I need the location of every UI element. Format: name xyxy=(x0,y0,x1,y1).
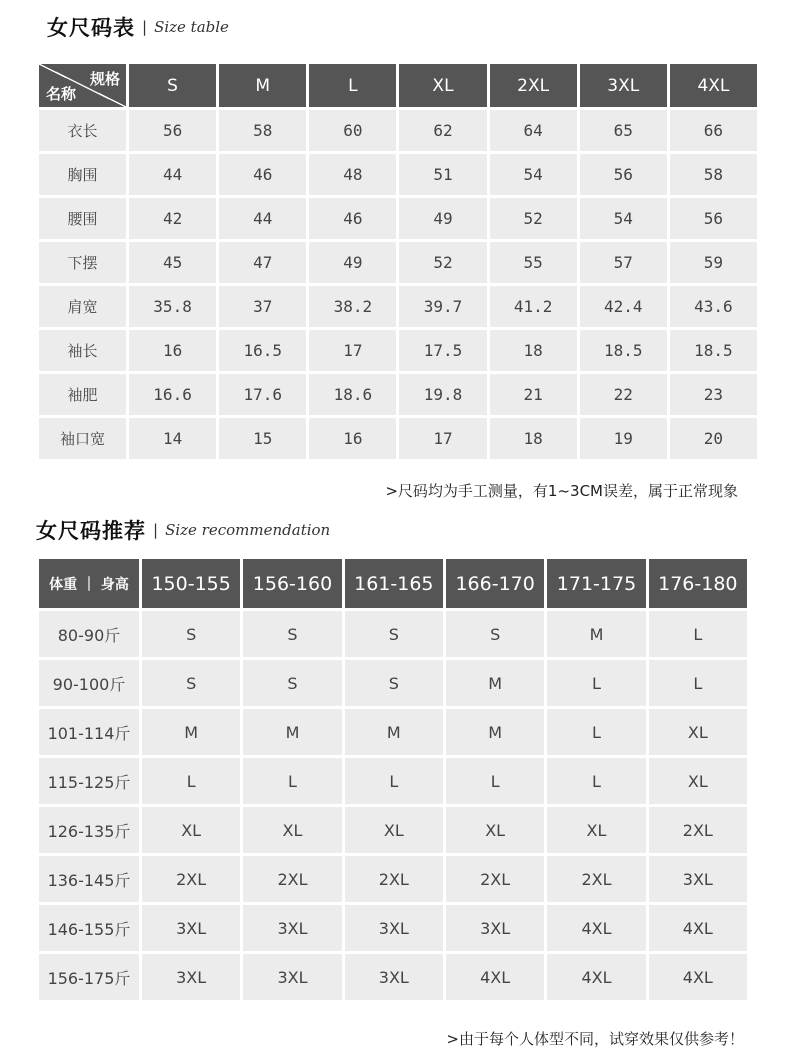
table-cell: S xyxy=(345,611,443,657)
height-header: 156-160 xyxy=(243,559,341,608)
size-table-row xyxy=(39,198,757,239)
table-cell: 18 xyxy=(490,418,577,459)
recommendation-header-row xyxy=(39,559,747,608)
table-cell: 17.5 xyxy=(399,330,486,371)
size-header-s: S xyxy=(129,64,216,107)
table-cell: 2XL xyxy=(547,856,645,902)
table-cell: 46 xyxy=(309,198,396,239)
table-cell: L xyxy=(547,660,645,706)
table-cell: 56 xyxy=(580,154,667,195)
fit-disclaimer-note: >由于每个人体型不同，试穿效果仅供参考！ xyxy=(446,1030,744,1048)
table-cell: 19 xyxy=(580,418,667,459)
row-label: 胸围 xyxy=(39,154,126,195)
recommendation-table-row xyxy=(39,709,747,755)
row-label: 袖口宽 xyxy=(39,418,126,459)
recommendation-table-row xyxy=(39,758,747,804)
table-cell: 2XL xyxy=(142,856,240,902)
table-cell: 2XL xyxy=(649,807,747,853)
table-cell: 16.6 xyxy=(129,374,216,415)
table-cell: 2XL xyxy=(345,856,443,902)
table-cell: 3XL xyxy=(243,954,341,1000)
table-cell: 58 xyxy=(219,110,306,151)
weight-height-corner-cell: 体重 ｜ 身高 xyxy=(39,559,139,608)
table-cell: XL xyxy=(446,807,544,853)
table-cell: 4XL xyxy=(446,954,544,1000)
table-cell: 54 xyxy=(490,154,577,195)
recommendation-table-row xyxy=(39,856,747,902)
table-cell: 66 xyxy=(670,110,757,151)
table-cell: 3XL xyxy=(345,905,443,951)
table-cell: 3XL xyxy=(142,954,240,1000)
size-table-row xyxy=(39,110,757,151)
recommendation-table-row xyxy=(39,660,747,706)
size-table-title-en: Size table xyxy=(154,18,229,36)
table-cell: 60 xyxy=(309,110,396,151)
height-header: 150-155 xyxy=(142,559,240,608)
size-table xyxy=(36,61,760,462)
table-cell: XL xyxy=(547,807,645,853)
table-cell: 49 xyxy=(309,242,396,283)
size-table-row xyxy=(39,154,757,195)
row-label: 90-100斤 xyxy=(39,660,139,706)
table-cell: 3XL xyxy=(345,954,443,1000)
table-cell: XL xyxy=(243,807,341,853)
corner-spec-label: 规格 xyxy=(89,70,120,88)
table-cell: M xyxy=(243,709,341,755)
table-cell: 51 xyxy=(399,154,486,195)
row-label: 肩宽 xyxy=(39,286,126,327)
row-label: 115-125斤 xyxy=(39,758,139,804)
table-cell: 3XL xyxy=(142,905,240,951)
table-cell: 2XL xyxy=(243,856,341,902)
table-cell: 4XL xyxy=(649,905,747,951)
table-cell: 45 xyxy=(129,242,216,283)
table-cell: 18 xyxy=(490,330,577,371)
table-cell: 21 xyxy=(490,374,577,415)
table-cell: XL xyxy=(649,709,747,755)
table-cell: S xyxy=(142,611,240,657)
table-cell: 62 xyxy=(399,110,486,151)
table-cell: L xyxy=(649,660,747,706)
row-label: 袖长 xyxy=(39,330,126,371)
row-label: 衣长 xyxy=(39,110,126,151)
recommendation-table-row xyxy=(39,807,747,853)
row-label: 156-175斤 xyxy=(39,954,139,1000)
size-table-row xyxy=(39,242,757,283)
table-cell: 56 xyxy=(670,198,757,239)
table-cell: 15 xyxy=(219,418,306,459)
height-header: 161-165 xyxy=(345,559,443,608)
size-header-xl: XL xyxy=(399,64,486,107)
row-label: 下摆 xyxy=(39,242,126,283)
table-cell: 4XL xyxy=(547,954,645,1000)
size-table-row xyxy=(39,330,757,371)
table-cell: M xyxy=(345,709,443,755)
size-table-body xyxy=(39,110,757,459)
table-cell: 46 xyxy=(219,154,306,195)
recommendation-title-zh: 女尺码推荐 xyxy=(36,519,146,543)
size-table-row xyxy=(39,286,757,327)
table-cell: 17 xyxy=(309,330,396,371)
table-cell: 3XL xyxy=(446,905,544,951)
table-cell: 52 xyxy=(399,242,486,283)
table-cell: 58 xyxy=(670,154,757,195)
recommendation-table-row xyxy=(39,954,747,1000)
table-cell: 16 xyxy=(129,330,216,371)
title-separator: | xyxy=(142,18,148,36)
height-header: 166-170 xyxy=(446,559,544,608)
recommendation-table-row xyxy=(39,905,747,951)
size-header-4xl: 4XL xyxy=(670,64,757,107)
table-cell: 57 xyxy=(580,242,667,283)
table-cell: L xyxy=(547,709,645,755)
table-cell: XL xyxy=(142,807,240,853)
table-cell: 38.2 xyxy=(309,286,396,327)
size-header-l: L xyxy=(309,64,396,107)
table-cell: 3XL xyxy=(649,856,747,902)
corner-name-label: 名称 xyxy=(46,85,77,103)
table-cell: 59 xyxy=(670,242,757,283)
table-cell: 47 xyxy=(219,242,306,283)
table-cell: 44 xyxy=(219,198,306,239)
title-separator: | xyxy=(153,521,159,539)
size-header-m: M xyxy=(219,64,306,107)
row-label: 80-90斤 xyxy=(39,611,139,657)
table-cell: 37 xyxy=(219,286,306,327)
size-header-3xl: 3XL xyxy=(580,64,667,107)
table-cell: 35.8 xyxy=(129,286,216,327)
table-cell: 22 xyxy=(580,374,667,415)
table-cell: S xyxy=(142,660,240,706)
table-cell: 16 xyxy=(309,418,396,459)
table-cell: 16.5 xyxy=(219,330,306,371)
table-cell: M xyxy=(446,660,544,706)
height-header: 171-175 xyxy=(547,559,645,608)
table-cell: 2XL xyxy=(446,856,544,902)
table-cell: 39.7 xyxy=(399,286,486,327)
height-header: 176-180 xyxy=(649,559,747,608)
table-cell: S xyxy=(345,660,443,706)
table-cell: 41.2 xyxy=(490,286,577,327)
recommendation-title xyxy=(36,515,330,545)
table-cell: 43.6 xyxy=(670,286,757,327)
table-cell: 4XL xyxy=(649,954,747,1000)
size-table-title-zh: 女尺码表 xyxy=(47,16,135,40)
table-cell: 23 xyxy=(670,374,757,415)
size-table-row xyxy=(39,374,757,415)
table-cell: 18.5 xyxy=(580,330,667,371)
row-label: 101-114斤 xyxy=(39,709,139,755)
table-cell: M xyxy=(547,611,645,657)
table-cell: 19.8 xyxy=(399,374,486,415)
row-label: 126-135斤 xyxy=(39,807,139,853)
row-label: 腰围 xyxy=(39,198,126,239)
table-cell: M xyxy=(446,709,544,755)
table-cell: 44 xyxy=(129,154,216,195)
size-table-corner-cell xyxy=(39,64,126,107)
recommendation-table xyxy=(36,556,750,1003)
recommendation-table-body xyxy=(39,611,747,1000)
table-cell: 54 xyxy=(580,198,667,239)
table-cell: L xyxy=(345,758,443,804)
table-cell: 55 xyxy=(490,242,577,283)
table-cell: L xyxy=(446,758,544,804)
table-cell: 56 xyxy=(129,110,216,151)
row-label: 袖肥 xyxy=(39,374,126,415)
table-cell: XL xyxy=(345,807,443,853)
table-cell: 4XL xyxy=(547,905,645,951)
table-cell: S xyxy=(243,611,341,657)
recommendation-table-row xyxy=(39,611,747,657)
table-cell: 20 xyxy=(670,418,757,459)
measurement-note: >尺码均为手工测量，有1~3CM误差，属于正常现象 xyxy=(385,482,738,500)
table-cell: 3XL xyxy=(243,905,341,951)
table-cell: S xyxy=(243,660,341,706)
size-table-header-row xyxy=(39,64,757,107)
table-cell: M xyxy=(142,709,240,755)
table-cell: L xyxy=(547,758,645,804)
table-cell: L xyxy=(649,611,747,657)
size-table-row xyxy=(39,418,757,459)
table-cell: 48 xyxy=(309,154,396,195)
table-cell: S xyxy=(446,611,544,657)
recommendation-title-en: Size recommendation xyxy=(165,521,331,539)
row-label: 136-145斤 xyxy=(39,856,139,902)
table-cell: 65 xyxy=(580,110,667,151)
table-cell: L xyxy=(243,758,341,804)
table-cell: L xyxy=(142,758,240,804)
table-cell: 14 xyxy=(129,418,216,459)
table-cell: 42.4 xyxy=(580,286,667,327)
table-cell: 17 xyxy=(399,418,486,459)
table-cell: 64 xyxy=(490,110,577,151)
size-header-2xl: 2XL xyxy=(490,64,577,107)
table-cell: 49 xyxy=(399,198,486,239)
table-cell: 18.5 xyxy=(670,330,757,371)
row-label: 146-155斤 xyxy=(39,905,139,951)
size-table-title xyxy=(47,12,229,42)
table-cell: 17.6 xyxy=(219,374,306,415)
table-cell: XL xyxy=(649,758,747,804)
table-cell: 18.6 xyxy=(309,374,396,415)
table-cell: 42 xyxy=(129,198,216,239)
table-cell: 52 xyxy=(490,198,577,239)
